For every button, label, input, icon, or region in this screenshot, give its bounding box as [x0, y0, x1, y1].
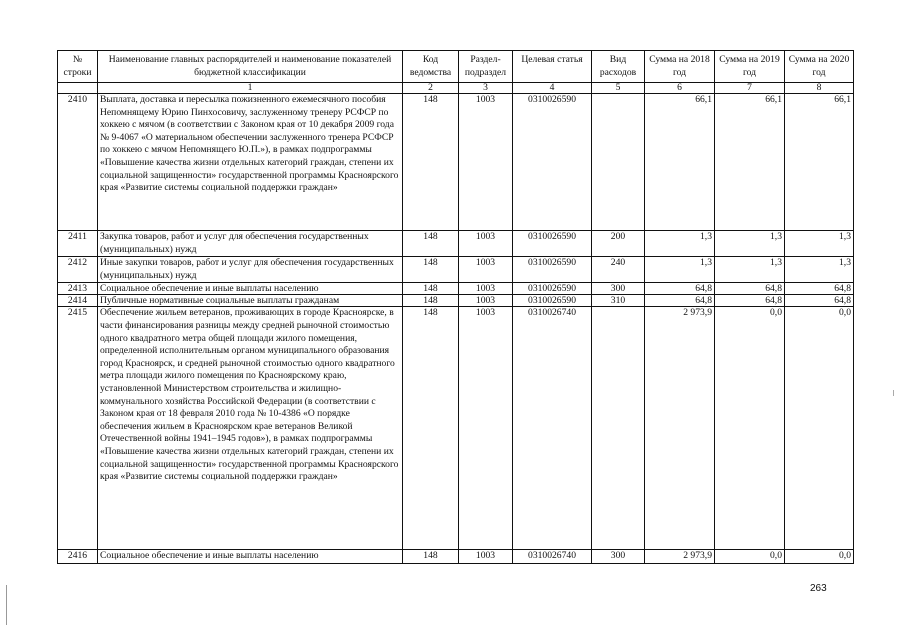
- row-target: 0310026740: [513, 307, 592, 550]
- budget-table: [57, 50, 854, 564]
- column-number: 1: [98, 83, 403, 94]
- row-exp-type: 300: [592, 550, 645, 564]
- column-number-row: [58, 83, 854, 94]
- row-dept-code: 148: [403, 307, 459, 550]
- row-target: 0310026590: [513, 231, 592, 257]
- scan-edge-mark: [6, 585, 7, 625]
- table-row: [58, 231, 854, 257]
- scan-edge-mark: [893, 390, 894, 396]
- header-target: Целевая статья: [513, 51, 592, 83]
- row-sum-2020: 64,8: [785, 295, 854, 307]
- column-number: 4: [513, 83, 592, 94]
- header-name: Наименование главных распорядителей и наименование показателей бюджетной классификации: [98, 51, 403, 83]
- row-dept-code: 148: [403, 231, 459, 257]
- row-exp-type: 310: [592, 295, 645, 307]
- column-number: 5: [592, 83, 645, 94]
- row-dept-code: 148: [403, 94, 459, 231]
- table-row: [58, 307, 854, 550]
- header-dept-code: Код ведомства: [403, 51, 459, 83]
- row-name: Иные закупки товаров, работ и услуг для обеспечения государственных (муниципальных) нужд: [98, 257, 403, 283]
- row-exp-type: 200: [592, 231, 645, 257]
- row-name: Выплата, доставка и пересылка пожизненного ежемесячного пособия Непомнящему Юрию Пинхосовичу, заслуженному тренеру РСФСР по хоккею с мячом (в соответствии с Законом края от 10 декабря 2009 года № 9-4067 «О материальном обеспечении заслуженного тренера РСФСР по хоккею с мячом Непомнящего Ю.П.»), в рамках подпрограммы «Повышение качества жизни отдельных категорий граждан, степени их социальной защищенности» государственной программы Красноярского края «Развитие системы социальной поддержки граждан»: [98, 94, 403, 231]
- row-sum-2019: 66,1: [715, 94, 785, 231]
- row-line-number: 2412: [58, 257, 98, 283]
- row-sum-2018: 64,8: [645, 295, 715, 307]
- row-sum-2020: 64,8: [785, 283, 854, 295]
- column-number: 6: [645, 83, 715, 94]
- table-row: [58, 295, 854, 307]
- row-sum-2019: 64,8: [715, 295, 785, 307]
- row-section: 1003: [459, 295, 513, 307]
- row-line-number: 2413: [58, 283, 98, 295]
- row-section: 1003: [459, 231, 513, 257]
- row-section: 1003: [459, 283, 513, 295]
- row-sum-2019: 64,8: [715, 283, 785, 295]
- row-line-number: 2410: [58, 94, 98, 231]
- row-sum-2019: 1,3: [715, 231, 785, 257]
- row-name: Публичные нормативные социальные выплаты гражданам: [98, 295, 403, 307]
- row-line-number: 2411: [58, 231, 98, 257]
- column-number: 7: [715, 83, 785, 94]
- table-row: [58, 283, 854, 295]
- row-sum-2020: 0,0: [785, 550, 854, 564]
- row-section: 1003: [459, 257, 513, 283]
- header-sum-2019: Сумма на 2019 год: [715, 51, 785, 83]
- row-sum-2018: 66,1: [645, 94, 715, 231]
- row-exp-type: [592, 94, 645, 231]
- row-sum-2019: 1,3: [715, 257, 785, 283]
- row-dept-code: 148: [403, 295, 459, 307]
- table-row: [58, 94, 854, 231]
- column-number: 3: [459, 83, 513, 94]
- row-dept-code: 148: [403, 283, 459, 295]
- row-target: 0310026740: [513, 550, 592, 564]
- table-row: [58, 550, 854, 564]
- column-number: 2: [403, 83, 459, 94]
- header-sum-2018: Сумма на 2018 год: [645, 51, 715, 83]
- row-dept-code: 148: [403, 257, 459, 283]
- row-section: 1003: [459, 94, 513, 231]
- row-sum-2018: 1,3: [645, 231, 715, 257]
- row-target: 0310026590: [513, 295, 592, 307]
- row-target: 0310026590: [513, 94, 592, 231]
- header-section: Раздел-подраздел: [459, 51, 513, 83]
- row-name: Обеспечение жильем ветеранов, проживающих в городе Красноярске, в части финансирования разницы между средней рыночной стоимостью одного квадратного метра общей площади жилого помещения, определенной исполнительным органом муниципального образования город Красноярск, и средней рыночной стоимостью одного квадратного метра площади жилого помещения по Красноярскому краю, установленной Министерством строительства и жилищно-коммунального хозяйства Российской Федерации (в соответствии с Законом края от 18 февраля 2010 года № 10-4386 «О порядке обеспечения жильем в Красноярском крае ветеранов Великой Отечественной войны 1941–1945 годов»), в рамках подпрограммы «Повышение качества жизни отдельных категорий граждан, степени их социальной защищенности» государственной программы Красноярского края «Развитие системы социальной поддержки граждан»: [98, 307, 403, 550]
- row-section: 1003: [459, 550, 513, 564]
- row-exp-type: 240: [592, 257, 645, 283]
- row-sum-2018: 1,3: [645, 257, 715, 283]
- row-sum-2020: 0,0: [785, 307, 854, 550]
- column-number: 8: [785, 83, 854, 94]
- header-line: № строки: [58, 51, 98, 83]
- row-line-number: 2416: [58, 550, 98, 564]
- row-name: Социальное обеспечение и иные выплаты населению: [98, 283, 403, 295]
- column-number: [58, 83, 98, 94]
- row-target: 0310026590: [513, 257, 592, 283]
- row-section: 1003: [459, 307, 513, 550]
- header-exp-type: Вид расходов: [592, 51, 645, 83]
- page-number: 263: [810, 583, 827, 594]
- row-sum-2018: 2 973,9: [645, 307, 715, 550]
- row-sum-2019: 0,0: [715, 550, 785, 564]
- row-line-number: 2414: [58, 295, 98, 307]
- row-exp-type: [592, 307, 645, 550]
- row-sum-2020: 66,1: [785, 94, 854, 231]
- row-sum-2020: 1,3: [785, 231, 854, 257]
- row-target: 0310026590: [513, 283, 592, 295]
- row-dept-code: 148: [403, 550, 459, 564]
- row-sum-2020: 1,3: [785, 257, 854, 283]
- row-line-number: 2415: [58, 307, 98, 550]
- header-row: [58, 51, 854, 83]
- row-sum-2018: 64,8: [645, 283, 715, 295]
- row-sum-2019: 0,0: [715, 307, 785, 550]
- header-sum-2020: Сумма на 2020 год: [785, 51, 854, 83]
- row-name: Закупка товаров, работ и услуг для обеспечения государственных (муниципальных) нужд: [98, 231, 403, 257]
- row-exp-type: 300: [592, 283, 645, 295]
- row-sum-2018: 2 973,9: [645, 550, 715, 564]
- row-name: Социальное обеспечение и иные выплаты населению: [98, 550, 403, 564]
- table-row: [58, 257, 854, 283]
